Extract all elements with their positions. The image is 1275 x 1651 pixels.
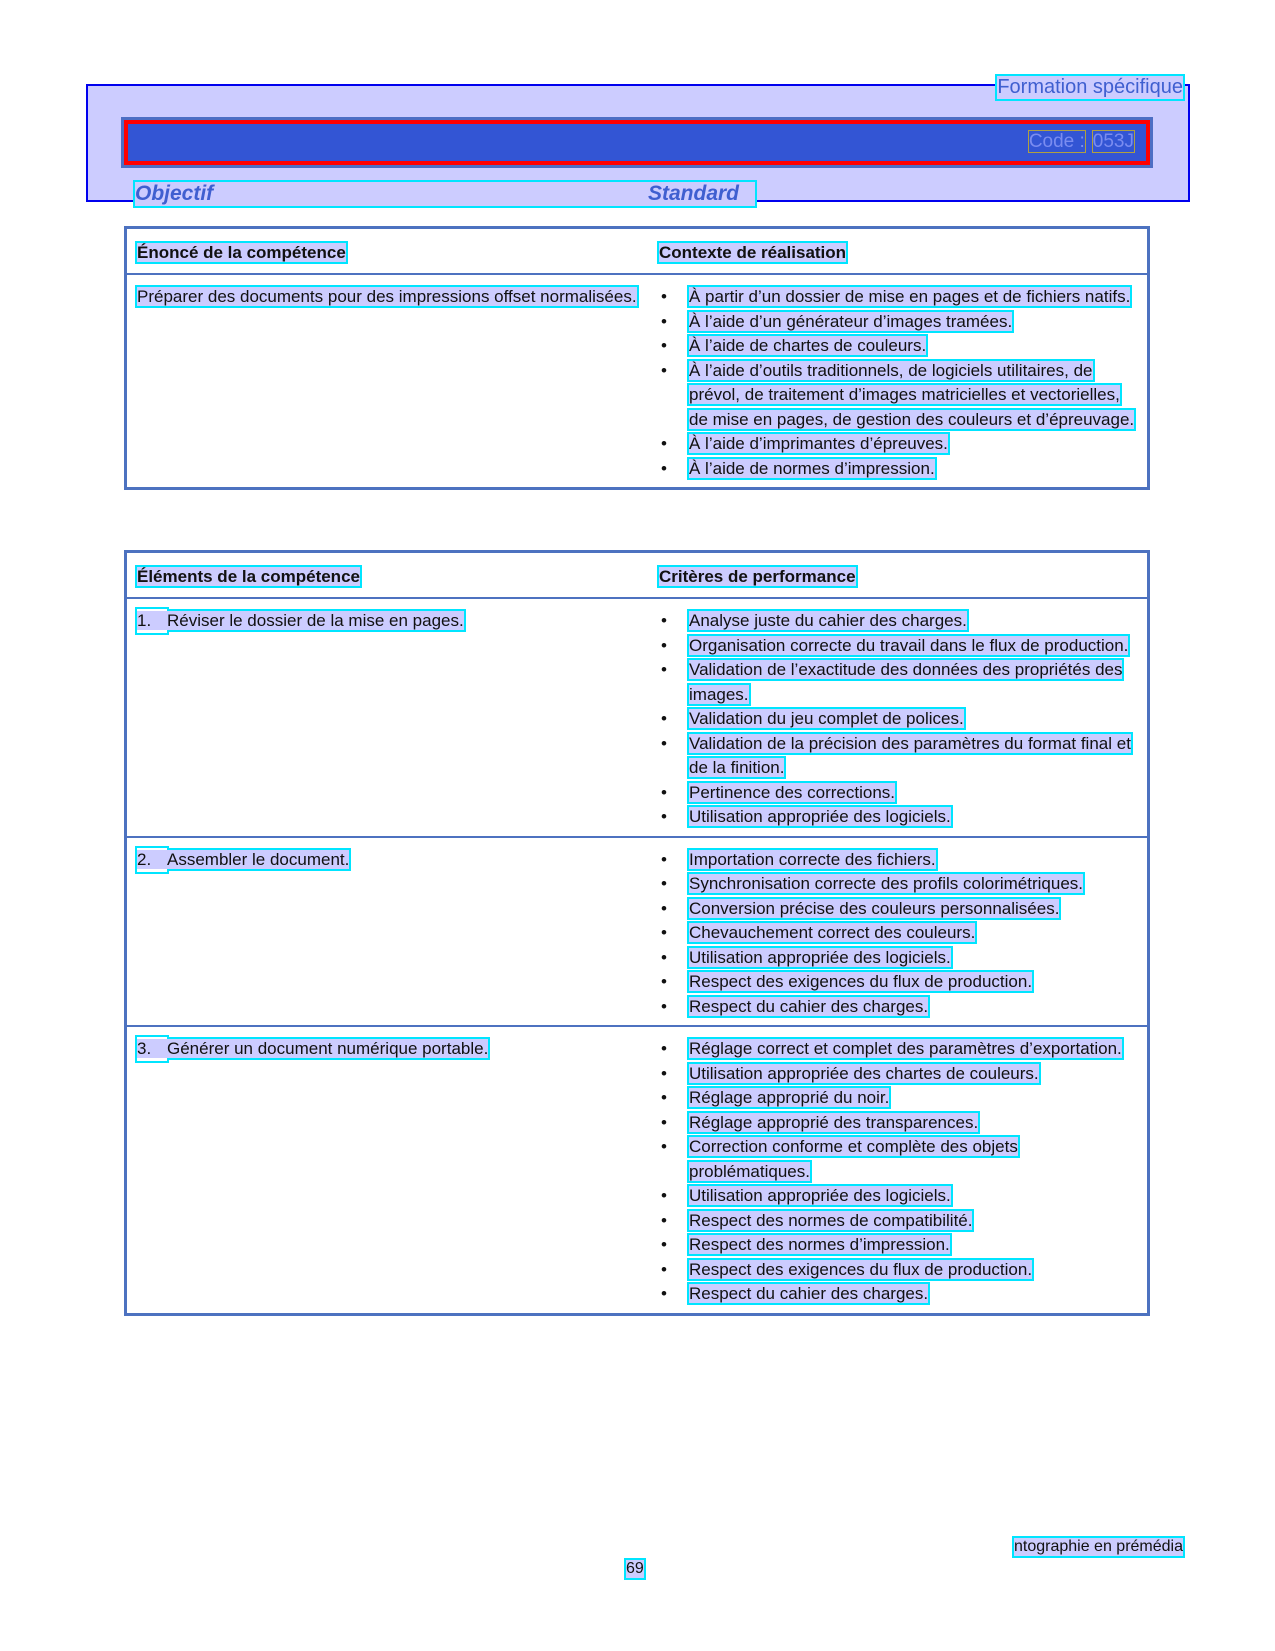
context-item [659,310,1137,335]
criteria-item [659,872,1137,897]
code-bar [124,120,1150,165]
criteria-text: Analyse juste du cahier des charges. [689,611,967,630]
table-row [126,598,1149,837]
context-text: À l’aide d’un générateur d’images tramées. [689,311,1013,331]
criteria-item [659,805,1137,830]
code-label: Code : [1028,131,1085,152]
formation-label: Formation spécifique [997,76,1183,98]
objectif-heading [135,182,755,206]
criteria-list [659,609,1137,830]
criteria-item [659,1062,1137,1087]
competence-statement: Préparer des documents pour des impressions offset normalisées. [137,287,637,306]
element-number: 3. [137,1039,152,1058]
context-text: À partir d’un dossier de mise en pages et de fichiers natifs. [689,287,1131,306]
criteria-text: Réglage approprié du noir. [689,1088,890,1107]
context-text: À l’aide de normes d’impression. [689,458,935,478]
criteria-text: Correction conforme et complète des objets problématiques. [689,1137,1018,1181]
criteria-item [659,1258,1137,1283]
footer-program: ntographie en prémédia [1013,1538,1183,1555]
context-list [659,285,1137,481]
criteria-item [659,946,1137,971]
criteria-text: Respect du cahier des charges. [689,996,929,1016]
criteria-text: Validation de la précision des paramètres du format final et de la finition. [689,733,1131,777]
criteria-text: Utilisation appropriée des logiciels. [689,947,951,967]
context-text: À l’aide d’imprimantes d’épreuves. [689,434,948,453]
criteria-text: Respect des exigences du flux de production. [689,1259,1033,1279]
criteria-item [659,781,1137,806]
criteria-cell [649,598,1149,837]
criteria-item [659,995,1137,1020]
element-number: 1. [137,611,152,630]
col-header: Éléments de la compétence [137,567,360,586]
criteria-item [659,1282,1137,1307]
element-number: 2. [137,849,152,869]
criteria-item [659,1184,1137,1209]
context-item [659,285,1137,310]
criteria-item [659,609,1137,634]
criteria-text: Respect des normes d’impression. [689,1235,950,1254]
criteria-item [659,707,1137,732]
context-item [659,334,1137,359]
criteria-item [659,1037,1137,1062]
element-cell [126,598,650,837]
context-item [659,432,1137,457]
competence-table [124,226,1150,490]
code [1021,131,1134,153]
table-row [126,837,1149,1027]
criteria-item [659,732,1137,781]
criteria-item [659,1209,1137,1234]
standard-label: Standard [648,182,740,205]
criteria-text: Pertinence des corrections. [689,782,895,802]
context-text: À l’aide d’outils traditionnels, de logiciels utilitaires, de prévol, de traitement d’images matricielles et vectorielles, de mise en pages, de gestion des couleurs et d’épreuvage. [689,360,1135,429]
col-header: Critères de performance [659,567,856,586]
context-item [659,359,1137,433]
elements-table [124,550,1150,1316]
criteria-item [659,1135,1137,1184]
criteria-cell [649,1026,1149,1314]
code-value: 053J [1092,131,1134,152]
element-cell [126,837,650,1027]
criteria-text: Respect du cahier des charges. [689,1284,929,1303]
criteria-list [659,1037,1137,1307]
criteria-text: Respect des exigences du flux de production. [689,972,1033,991]
criteria-text: Validation de l’exactitude des données des propriétés des images. [689,660,1123,704]
table-row [126,1026,1149,1314]
context-text: À l’aide de chartes de couleurs. [689,336,927,355]
criteria-text: Utilisation appropriée des logiciels. [689,807,951,826]
criteria-item [659,658,1137,707]
objectif-label: Objectif [135,182,214,205]
criteria-cell [649,837,1149,1027]
criteria-item [659,921,1137,946]
criteria-text: Importation correcte des fichiers. [689,849,936,869]
criteria-item [659,970,1137,995]
col-header: Énoncé de la compétence [137,243,346,262]
criteria-item [659,1233,1137,1258]
criteria-text: Conversion précise des couleurs personnalisées. [689,898,1060,918]
element-text: 3. Générer un document numérique portable. [137,1039,488,1058]
criteria-text: Organisation correcte du travail dans le flux de production. [689,635,1129,655]
criteria-item [659,1086,1137,1111]
criteria-text: Utilisation appropriée des chartes de couleurs. [689,1063,1039,1083]
criteria-text: Synchronisation correcte des profils colorimétriques. [689,874,1084,893]
page-number: 69 [626,1560,644,1577]
context-item [659,457,1137,482]
criteria-item [659,1111,1137,1136]
element-cell [126,1026,650,1314]
criteria-text: Validation du jeu complet de polices. [689,709,964,728]
criteria-text: Respect des normes de compatibilité. [689,1210,973,1230]
criteria-text: Réglage correct et complet des paramètres d’exportation. [689,1039,1122,1058]
criteria-text: Utilisation appropriée des logiciels. [689,1186,951,1205]
criteria-item [659,848,1137,873]
criteria-item [659,634,1137,659]
element-text: 1. Réviser le dossier de la mise en pages. [137,611,464,630]
col-header: Contexte de réalisation [659,243,847,262]
element-text: 2. Assembler le document. [137,850,349,869]
criteria-item [659,897,1137,922]
criteria-list [659,848,1137,1020]
criteria-text: Chevauchement correct des couleurs. [689,923,976,942]
criteria-text: Réglage approprié des transparences. [689,1112,979,1132]
